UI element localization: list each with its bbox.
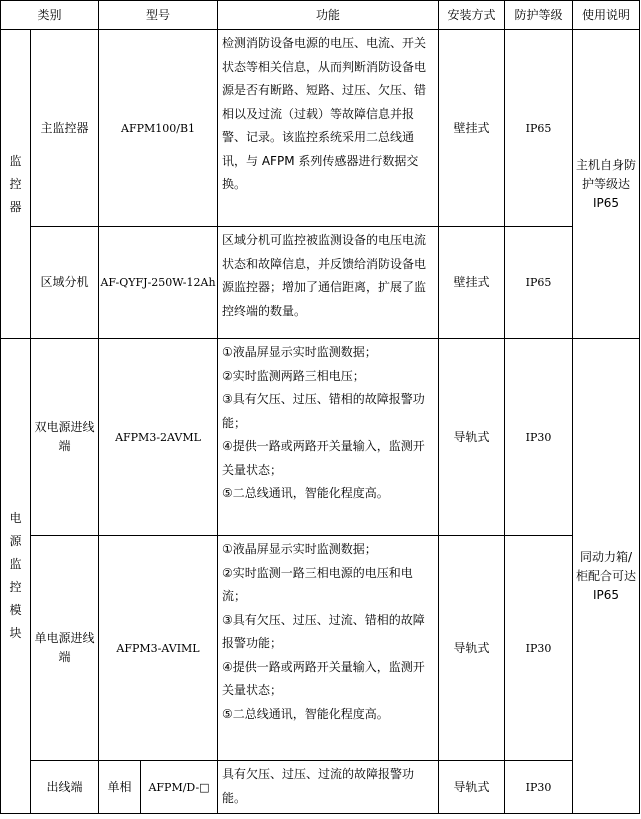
header-function: 功能 — [218, 1, 439, 30]
usage-monitor: 主机自身防护等级达 IP65 — [573, 30, 640, 339]
function-item: ⑤二总线通讯，智能化程度高。 — [222, 486, 389, 500]
group-label-module: 电源监控模块 — [1, 339, 31, 814]
header-row — [1, 1, 640, 30]
header-usage: 使用说明 — [573, 1, 640, 30]
row-install: 导轨式 — [439, 536, 505, 761]
row-install: 导轨式 — [439, 339, 505, 536]
function-item: ③具有欠压、过压、错相的故障报警功能； — [222, 392, 425, 430]
row-name: 双电源进线端 — [31, 339, 99, 536]
header-protection: 防护等级 — [505, 1, 573, 30]
header-install: 安装方式 — [439, 1, 505, 30]
row-name: 出线端 — [31, 761, 99, 814]
row-install: 导轨式 — [439, 761, 505, 814]
row-function — [218, 339, 439, 536]
row-model: AFPM3-AVIML — [99, 536, 218, 761]
header-category: 类别 — [1, 1, 99, 30]
row-protection: IP65 — [505, 30, 573, 227]
row-model: AFPM/D-□ — [141, 761, 218, 814]
table-row — [1, 761, 640, 814]
function-item: ①液晶屏显示实时监测数据； — [222, 345, 377, 359]
header-model: 型号 — [99, 1, 218, 30]
table-row — [1, 227, 640, 339]
row-protection: IP30 — [505, 339, 573, 536]
row-install: 壁挂式 — [439, 227, 505, 339]
row-protection: IP30 — [505, 536, 573, 761]
row-function: 区域分机可监控被监测设备的电压电流状态和故障信息，并反馈给消防设备电源监控器；增加了通信距离，扩展了监控终端的数量。 — [218, 227, 439, 339]
function-item: ③具有欠压、过压、过流、错相的故障报警功能； — [222, 612, 425, 650]
row-model: AFPM3-2AVML — [99, 339, 218, 536]
row-function: 检测消防设备电源的电压、电流、开关状态等相关信息，从而判断消防设备电源是否有断路、短路、过压、欠压、错相以及过流（过载）等故障信息并报警、记录。该监控系统采用二总线通讯，与 AFPM 系列传感器进行数据交换。 — [218, 30, 439, 227]
group-label-monitor: 监控器 — [1, 30, 31, 339]
function-item: ②实时监测两路三相电压； — [222, 368, 365, 383]
table-row — [1, 536, 640, 761]
function-item: ②实时监测一路三相电源的电压和电流； — [222, 565, 413, 603]
row-model: AFPM100/B1 — [99, 30, 218, 227]
function-item: ①液晶屏显示实时监测数据； — [222, 542, 377, 556]
function-item: ④提供一路或两路开关量输入，监测开关量状态； — [222, 439, 425, 477]
function-item: ⑤二总线通讯，智能化程度高。 — [222, 706, 389, 721]
row-function: 具有欠压、过压、过流的故障报警功能。 — [218, 761, 439, 814]
usage-module: 同动力箱/柜配合可达 IP65 — [573, 339, 640, 814]
row-name: 单电源进线端 — [31, 536, 99, 761]
row-name: 区域分机 — [31, 227, 99, 339]
row-model: AF-QYFJ-250W-12Ah — [99, 227, 218, 339]
row-protection: IP65 — [505, 227, 573, 339]
row-name: 主监控器 — [31, 30, 99, 227]
row-function — [218, 536, 439, 761]
row-install: 壁挂式 — [439, 30, 505, 227]
function-item: ④提供一路或两路开关量输入，监测开关量状态； — [222, 659, 425, 697]
row-protection: IP30 — [505, 761, 573, 814]
table-row — [1, 339, 640, 536]
table-row — [1, 30, 640, 227]
row-phase: 单相 — [99, 761, 141, 814]
